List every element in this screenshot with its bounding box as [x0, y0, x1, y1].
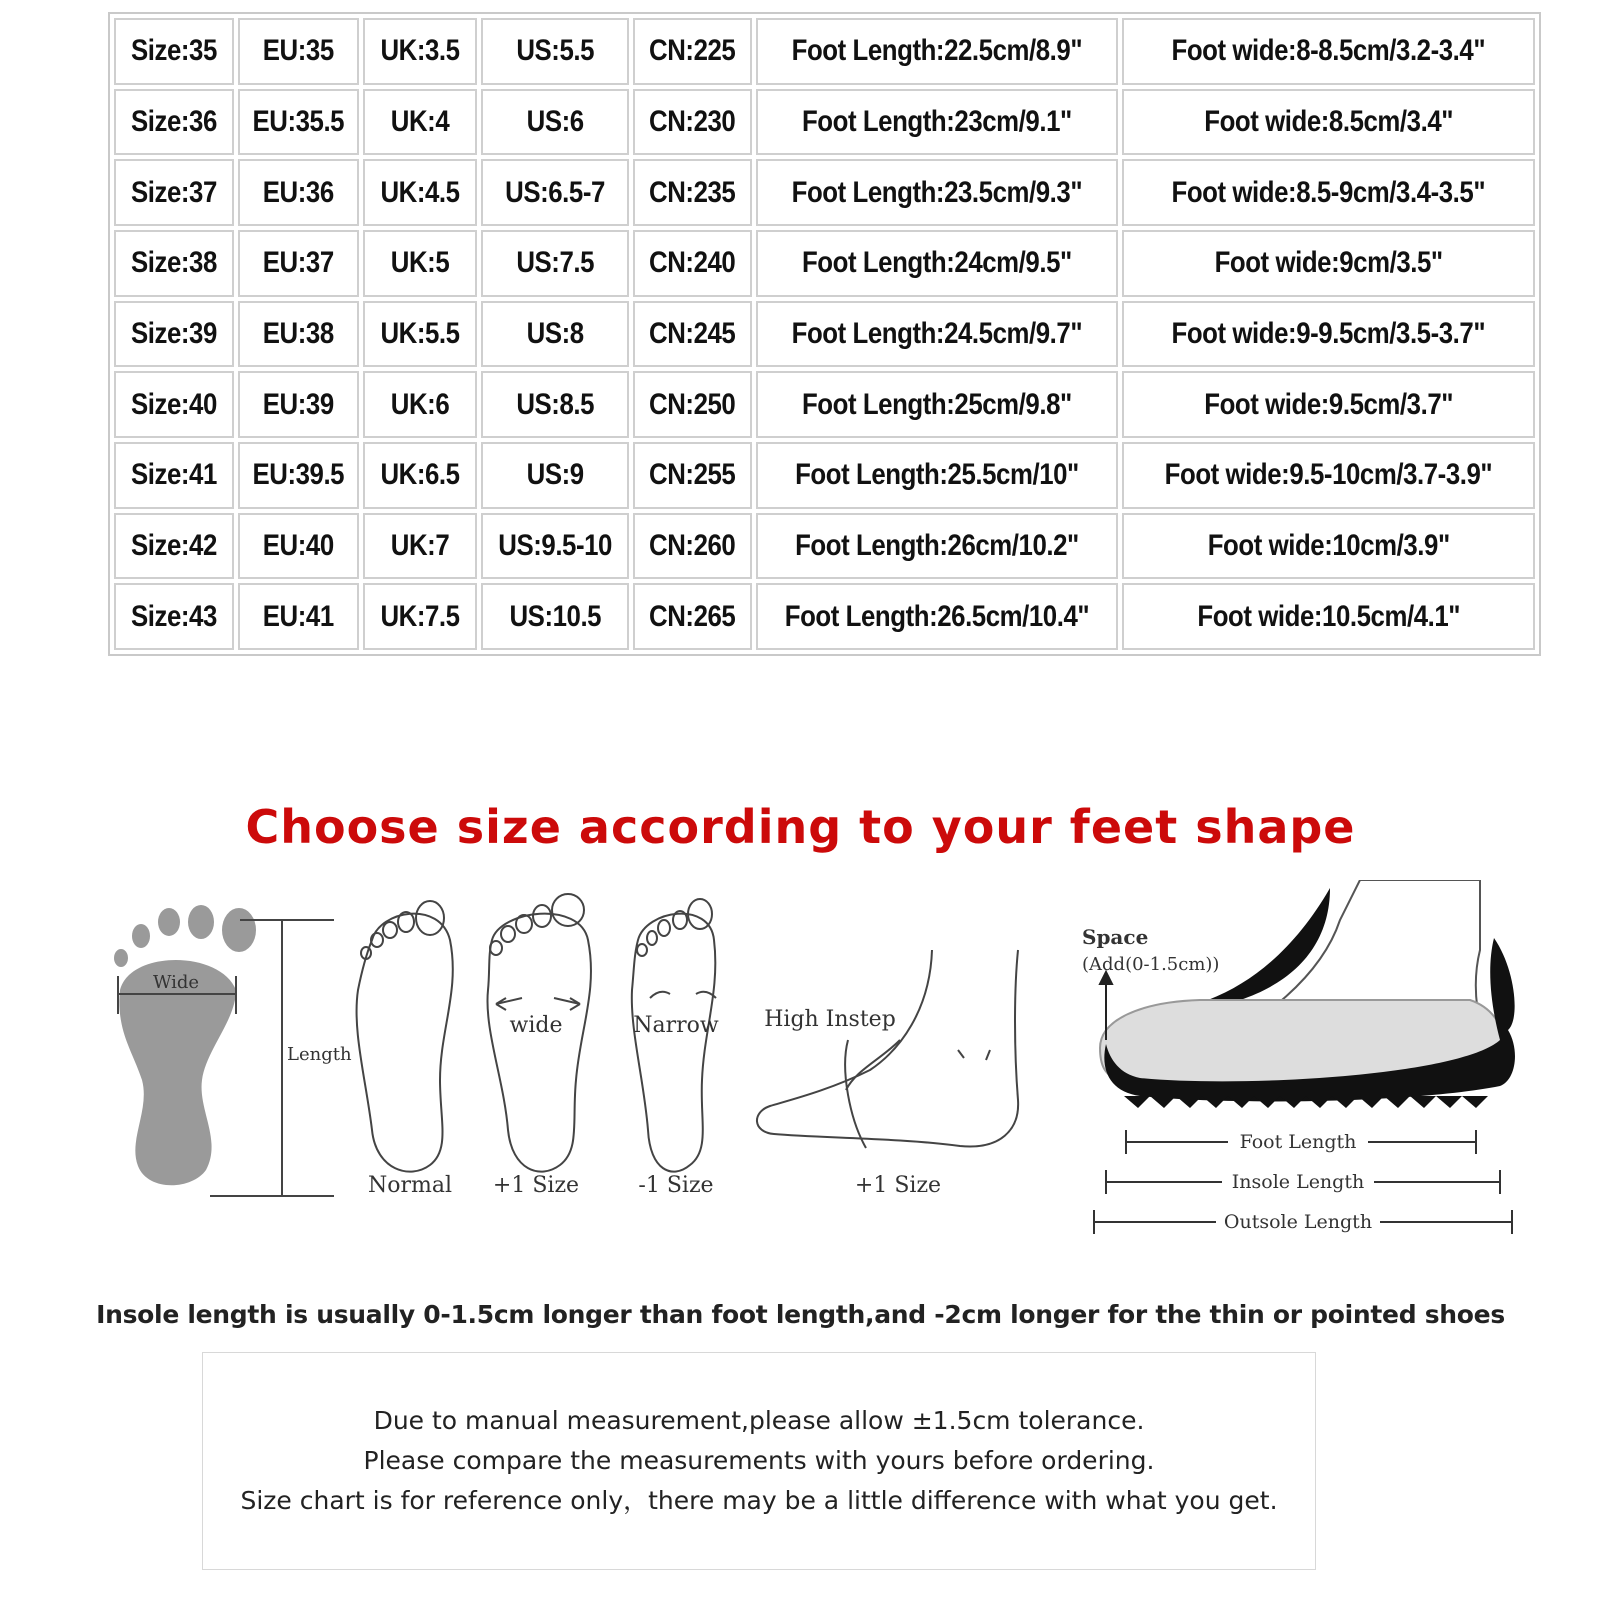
- cell-text: EU:35.5: [252, 104, 345, 138]
- cell-text: Foot wide:8.5-9cm/3.4-3.5": [1171, 175, 1486, 209]
- cell-text: EU:38: [262, 316, 334, 350]
- table-cell-cn: [633, 159, 752, 226]
- table-cell-cn: [633, 583, 752, 650]
- table-cell-eu: [238, 89, 359, 156]
- table-cell-size: [114, 301, 234, 368]
- cell-text: Size:43: [131, 599, 217, 633]
- foot-outline-normal: [357, 901, 453, 1172]
- table-cell-uk: [363, 159, 477, 226]
- cell-text: Foot Length:26cm/10.2": [795, 528, 1079, 562]
- table-cell-size: [114, 513, 234, 580]
- table-cell-size: [114, 371, 234, 438]
- table-cell-cn: [633, 230, 752, 297]
- cell-text: Foot Length:25cm/9.8": [802, 387, 1072, 421]
- table-cell-foot-wide: [1122, 442, 1535, 509]
- table-cell-eu: [238, 301, 359, 368]
- high-instep-illustration: [757, 950, 1018, 1148]
- cell-text: Size:35: [131, 34, 217, 68]
- table-cell-foot-wide: [1122, 89, 1535, 156]
- table-row: [114, 18, 1535, 85]
- insole-note: Insole length is usually 0-1.5cm longer than foot length,and -2cm longer for the thin or pointed shoes: [96, 1300, 1505, 1329]
- table-cell-cn: [633, 371, 752, 438]
- table-cell-foot-length: [756, 230, 1118, 297]
- normal-caption: Normal: [367, 1173, 453, 1198]
- cell-text: Foot wide:9-9.5cm/3.5-3.7": [1171, 316, 1486, 350]
- wide-foot-caption: +1 Size: [492, 1173, 580, 1198]
- cell-text: EU:39: [262, 387, 334, 421]
- table-cell-size: [114, 230, 234, 297]
- cell-text: Foot Length:25.5cm/10": [795, 458, 1079, 492]
- table-cell-foot-wide: [1122, 371, 1535, 438]
- cell-text: Foot wide:8-8.5cm/3.2-3.4": [1171, 34, 1486, 68]
- cell-text: EU:35: [262, 34, 334, 68]
- cell-text: Foot Length:23cm/9.1": [802, 104, 1072, 138]
- table-cell-cn: [633, 442, 752, 509]
- cell-text: US:5.5: [516, 34, 594, 68]
- table-cell-foot-wide: [1122, 513, 1535, 580]
- cell-text: UK:3.5: [380, 34, 460, 68]
- table-cell-size: [114, 159, 234, 226]
- cell-text: Size:38: [131, 246, 217, 280]
- cell-text: CN:250: [649, 387, 736, 421]
- cell-text: CN:265: [649, 599, 736, 633]
- table-cell-us: [481, 301, 629, 368]
- table-row: [114, 230, 1535, 297]
- cell-text: EU:36: [262, 175, 334, 209]
- table-cell-us: [481, 18, 629, 85]
- shoe-cross-section: [1100, 880, 1515, 1108]
- table-cell-foot-wide: [1122, 583, 1535, 650]
- table-cell-us: [481, 513, 629, 580]
- cell-text: CN:255: [649, 458, 736, 492]
- table-cell-us: [481, 159, 629, 226]
- cell-text: CN:245: [649, 316, 736, 350]
- cell-text: EU:39.5: [252, 458, 345, 492]
- cell-text: CN:260: [649, 528, 736, 562]
- table-row: [114, 371, 1535, 438]
- table-cell-eu: [238, 583, 359, 650]
- table-cell-foot-length: [756, 159, 1118, 226]
- table-row: [114, 442, 1535, 509]
- cell-text: UK:7: [390, 528, 450, 562]
- table-cell-foot-wide: [1122, 18, 1535, 85]
- foot-measurement-diagram: [0, 880, 1601, 1260]
- table-cell-us: [481, 230, 629, 297]
- table-row: [114, 513, 1535, 580]
- cell-text: EU:40: [262, 528, 334, 562]
- cell-text: UK:6: [390, 387, 450, 421]
- cell-text: US:8.5: [516, 387, 594, 421]
- insole-length-label: Insole Length: [1231, 1171, 1365, 1193]
- table-cell-eu: [238, 230, 359, 297]
- table-cell-foot-wide: [1122, 159, 1535, 226]
- cell-text: EU:37: [262, 246, 334, 280]
- table-cell-uk: [363, 301, 477, 368]
- table-cell-size: [114, 89, 234, 156]
- cell-text: Foot Length:23.5cm/9.3": [791, 175, 1083, 209]
- size-chart-table: [108, 12, 1541, 656]
- table-cell-eu: [238, 18, 359, 85]
- table-cell-foot-length: [756, 513, 1118, 580]
- cell-text: Foot wide:10cm/3.9": [1207, 528, 1450, 562]
- footprint-illustration: [114, 905, 256, 1185]
- table-cell-uk: [363, 442, 477, 509]
- cell-text: UK:4: [390, 104, 450, 138]
- table-cell-uk: [363, 583, 477, 650]
- table-cell-uk: [363, 371, 477, 438]
- narrow-foot-caption: -1 Size: [638, 1173, 714, 1198]
- table-row: [114, 301, 1535, 368]
- disclaimer-line: Size chart is for reference only，there may be a little difference with what you get.: [240, 1486, 1278, 1515]
- table-row: [114, 159, 1535, 226]
- cell-text: CN:225: [649, 34, 736, 68]
- table-cell-cn: [633, 513, 752, 580]
- cell-text: Foot wide:10.5cm/4.1": [1197, 599, 1460, 633]
- table-cell-us: [481, 89, 629, 156]
- table-cell-us: [481, 371, 629, 438]
- high-instep-caption: +1 Size: [854, 1173, 942, 1198]
- cell-text: CN:235: [649, 175, 736, 209]
- cell-text: Foot wide:8.5cm/3.4": [1204, 104, 1453, 138]
- cell-text: EU:41: [262, 599, 334, 633]
- cell-text: UK:4.5: [380, 175, 460, 209]
- table-cell-size: [114, 18, 234, 85]
- space-label: Space: [1082, 925, 1149, 949]
- table-cell-uk: [363, 89, 477, 156]
- wide-label: Wide: [152, 972, 200, 993]
- high-instep-label: High Instep: [764, 1007, 896, 1032]
- cell-text: Size:36: [131, 104, 217, 138]
- table-cell-uk: [363, 18, 477, 85]
- cell-text: UK:6.5: [380, 458, 460, 492]
- wide-foot-label: wide: [509, 1013, 563, 1038]
- table-cell-foot-length: [756, 583, 1118, 650]
- table-cell-foot-length: [756, 442, 1118, 509]
- table-cell-foot-wide: [1122, 230, 1535, 297]
- cell-text: UK:5.5: [380, 316, 460, 350]
- table-cell-size: [114, 583, 234, 650]
- cell-text: US:9.5-10: [498, 528, 612, 562]
- cell-text: Foot Length:26.5cm/10.4": [784, 599, 1090, 633]
- cell-text: US:8: [526, 316, 584, 350]
- outsole-length-label: Outsole Length: [1223, 1211, 1373, 1233]
- table-cell-cn: [633, 18, 752, 85]
- cell-text: US:10.5: [509, 599, 601, 633]
- cell-text: US:7.5: [516, 246, 594, 280]
- cell-text: US:6: [526, 104, 584, 138]
- cell-text: Foot Length:24.5cm/9.7": [791, 316, 1083, 350]
- table-cell-cn: [633, 89, 752, 156]
- cell-text: Foot Length:22.5cm/8.9": [791, 34, 1083, 68]
- cell-text: Size:42: [131, 528, 217, 562]
- table-row: [114, 89, 1535, 156]
- table-cell-eu: [238, 371, 359, 438]
- table-cell-uk: [363, 230, 477, 297]
- narrow-foot-label: Narrow: [633, 1013, 719, 1038]
- table-cell-uk: [363, 513, 477, 580]
- cell-text: Foot Length:24cm/9.5": [802, 246, 1072, 280]
- cell-text: Foot wide:9.5cm/3.7": [1204, 387, 1453, 421]
- foot-length-label: Foot Length: [1239, 1131, 1357, 1153]
- table-cell-size: [114, 442, 234, 509]
- disclaimer-line: Please compare the measurements with yours before ordering.: [363, 1446, 1155, 1475]
- table-cell-us: [481, 442, 629, 509]
- disclaimer-line: Due to manual measurement,please allow ±1.5cm tolerance.: [373, 1406, 1145, 1435]
- cell-text: UK:5: [390, 246, 450, 280]
- table-cell-foot-wide: [1122, 301, 1535, 368]
- table-cell-foot-length: [756, 371, 1118, 438]
- cell-text: US:6.5-7: [505, 175, 605, 209]
- cell-text: Size:39: [131, 316, 217, 350]
- table-row: [114, 583, 1535, 650]
- space-sub-label: (Add(0-1.5cm)): [1082, 954, 1220, 975]
- table-cell-cn: [633, 301, 752, 368]
- cell-text: UK:7.5: [380, 599, 460, 633]
- cell-text: Foot wide:9.5-10cm/3.7-3.9": [1164, 458, 1493, 492]
- disclaimer-box: [202, 1352, 1316, 1570]
- cell-text: Size:41: [131, 458, 217, 492]
- cell-text: Size:37: [131, 175, 217, 209]
- cell-text: CN:230: [649, 104, 736, 138]
- table-cell-eu: [238, 513, 359, 580]
- table-cell-eu: [238, 159, 359, 226]
- table-cell-us: [481, 583, 629, 650]
- cell-text: US:9: [526, 458, 584, 492]
- cell-text: Foot wide:9cm/3.5": [1214, 246, 1443, 280]
- table-cell-foot-length: [756, 18, 1118, 85]
- table-cell-foot-length: [756, 89, 1118, 156]
- cell-text: Size:40: [131, 387, 217, 421]
- headline: Choose size according to your feet shape: [245, 800, 1356, 854]
- length-label: Length: [287, 1044, 352, 1065]
- cell-text: CN:240: [649, 246, 736, 280]
- table-cell-foot-length: [756, 301, 1118, 368]
- table-cell-eu: [238, 442, 359, 509]
